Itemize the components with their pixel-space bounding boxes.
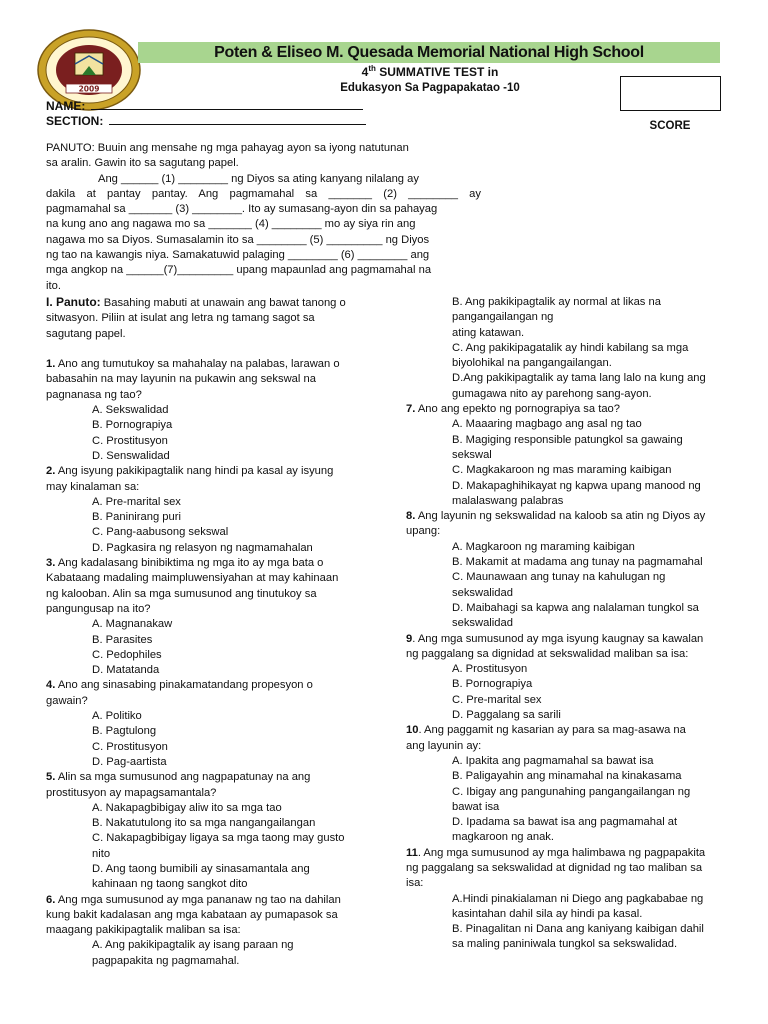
question-text-line: maagang pakikipagtalik maliban sa isa:: [46, 924, 241, 937]
answer-option[interactable]: A. Politiko: [92, 710, 142, 723]
answer-option[interactable]: A. Maaaring magbago ang asal ng tao: [452, 418, 642, 431]
panuto-line: ng tao na kawangis niya. Samakatuwid palaging ________ (6) ________ ang: [46, 249, 430, 262]
answer-option[interactable]: B. Paninirang puri: [92, 511, 181, 524]
question-text-line: may kinalaman sa:: [46, 480, 140, 493]
question-text: Ang kadalasang binibiktima ng mga ito ay mga bata o: [55, 557, 324, 570]
question-text-line: ng paggalang sa sekswalidad at dignidad ng tao maliban sa: [406, 861, 703, 874]
question-stem: [46, 893, 358, 908]
answer-option[interactable]: sekswal: [452, 448, 492, 461]
question-text-line: ng kalooban. Alin sa mga sumusunod ang tinutukoy sa: [46, 587, 317, 600]
answer-option[interactable]: B. Pornograpiya: [92, 419, 173, 432]
question-text-line: isa:: [406, 877, 424, 890]
panuto-line: dakila at pantay pantay. Ang pagmamahal sa _______ (2) ________ ay: [46, 187, 481, 200]
question-text: Ang layunin ng sekswalidad na kaloob sa atin ng Diyos ay: [415, 510, 706, 523]
question-text-line: pangungusap na ito?: [46, 602, 151, 615]
answer-option[interactable]: A. Ipakita ang pagmamahal sa bawat isa: [452, 754, 654, 767]
question-text: . Ang paggamit ng kasarian ay para sa mag-asawa na: [418, 724, 686, 737]
left-column: [46, 295, 358, 969]
answer-option[interactable]: D. Pag-aartista: [92, 755, 167, 768]
answer-option[interactable]: C. Ibigay ang pangunahing pangangailangan ng: [452, 785, 691, 798]
answer-option[interactable]: A.Hindi pinakialaman ni Diego ang pagkababae ng: [452, 892, 704, 905]
answer-option[interactable]: A. Sekswalidad: [92, 404, 169, 417]
question-number: 1.: [46, 358, 56, 371]
question-stem: [46, 678, 358, 693]
left-question-list: [46, 357, 358, 969]
answer-option[interactable]: ating katawan.: [452, 326, 525, 339]
answer-option[interactable]: A. Prostitusyon: [452, 663, 528, 676]
answer-option[interactable]: B. Ang pakikipagtalik ay normal at likas na: [452, 296, 661, 308]
answer-option[interactable]: B. Parasites: [92, 633, 153, 646]
question-number: 2.: [46, 465, 56, 478]
question-text: Alin sa mga sumusunod ang nagpapatunay na ang: [55, 771, 311, 784]
name-field: [46, 98, 363, 113]
question-text: Ano ang tumutukoy sa mahahalay na palabas, larawan o: [55, 358, 340, 371]
panuto-line: PANUTO: Buuin ang mensahe ng mga pahayag ayon sa iyong natutunan: [46, 142, 409, 154]
name-blank[interactable]: [91, 98, 363, 110]
answer-option[interactable]: B. Magiging responsible patungkol sa gawaing: [452, 433, 683, 446]
section-blank[interactable]: [109, 113, 366, 125]
panuto-line: Ang ______ (1) ________ ng Diyos sa ating kanyang nilalang ay: [98, 172, 419, 185]
question-text-line: gawain?: [46, 694, 88, 707]
answer-option[interactable]: kahinaan ng taong sangkot dito: [92, 878, 248, 891]
test-title-text: SUMMATIVE TEST in: [375, 65, 499, 79]
answer-option[interactable]: pagpapakita ng pagmamahal.: [92, 954, 240, 967]
answer-option[interactable]: B. Makamit at madama ang tunay na pagmamahal: [452, 556, 703, 569]
panuto-line: sa aralin. Gawin ito sa sagutang papel.: [46, 157, 239, 170]
answer-option[interactable]: bawat isa: [452, 800, 500, 813]
question-text-line: upang:: [406, 525, 441, 538]
answer-option[interactable]: A. Nakapagbibigay aliw ito sa mga tao: [92, 801, 282, 814]
question-stem: [46, 464, 358, 479]
question-number: 11: [406, 846, 418, 859]
answer-option[interactable]: C. Ang pakikipagatalik ay hindi kabilang sa mga: [452, 341, 689, 354]
answer-option[interactable]: gumagawa nito ay parehong sang-ayon.: [452, 387, 652, 400]
question-number: 6.: [46, 893, 56, 906]
question-text: Ano ang epekto ng pornograpiya sa tao?: [415, 403, 620, 416]
answer-option[interactable]: D.Ang pakikipagtalik ay tama lang lalo na kung ang: [452, 372, 706, 385]
question-stem: [406, 723, 726, 738]
answer-option[interactable]: B. Pornograpiya: [452, 678, 533, 691]
question-text-line: prostitusyon ay mapagsamantala?: [46, 786, 217, 799]
test-ordinal-suffix: th: [368, 64, 376, 73]
answer-option[interactable]: C. Prostitusyon: [92, 434, 168, 447]
answer-option[interactable]: A. Pre-marital sex: [92, 495, 181, 508]
answer-option[interactable]: kasintahan dahil sila ay hindi pa kasal.: [452, 907, 643, 920]
part1-instruction-line: Basahing mabuti at unawain ang bawat tanong o: [100, 297, 346, 309]
score-box[interactable]: [620, 76, 721, 111]
answer-option[interactable]: sekswalidad: [452, 586, 513, 599]
question-text-line: pagnanasa ng tao?: [46, 388, 142, 401]
question-text: . Ang mga sumusunod ay mga isyung kaugnay sa kawalan: [412, 632, 704, 645]
answer-option[interactable]: D. Makapaghihikayat ng kapwa upang manood ng: [452, 479, 701, 492]
question-text: Ang mga sumusunod ay mga pananaw ng tao na dahilan: [55, 893, 341, 906]
panuto-line: na kung ano ang nagawa mo sa _______ (4) ________ mo ay siya rin ang: [46, 218, 416, 231]
answer-option[interactable]: D. Matatanda: [92, 664, 160, 677]
section-field: [46, 113, 366, 128]
answer-option[interactable]: C. Pre-marital sex: [452, 693, 542, 706]
answer-option[interactable]: A. Ang pakikipagtalik ay isang paraan ng: [92, 939, 294, 952]
panuto-line: pagmamahal sa _______ (3) ________. Ito ay sumasang-ayon din sa pahayag: [46, 203, 438, 216]
answer-option[interactable]: B. Paligayahin ang minamahal na kinakasama: [452, 770, 682, 783]
part1-label: I. Panuto:: [46, 295, 101, 309]
question-stem: [406, 509, 726, 524]
question-text: Ang isyung pakikipagtalik nang hindi pa kasal ay isyung: [55, 465, 334, 478]
answer-option[interactable]: B. Pagtulong: [92, 725, 157, 738]
answer-option[interactable]: D. Ipadama sa bawat isa ang pagmamahal at: [452, 816, 678, 829]
answer-option[interactable]: C. Prostitusyon: [92, 740, 168, 753]
answer-option[interactable]: sekswalidad: [452, 617, 513, 630]
answer-option[interactable]: D. Pagkasira ng relasyon ng nagmamahalan: [92, 541, 313, 554]
section-label: SECTION:: [46, 114, 104, 128]
question-stem: [406, 402, 726, 417]
right-column: [406, 295, 726, 953]
answer-option[interactable]: biyolohikal na pangangailangan.: [452, 357, 612, 370]
question-number: 3.: [46, 557, 56, 570]
part1-instruction-line: sitwasyon. Piliin at isulat ang letra ng tamang sagot sa: [46, 312, 315, 325]
score-label: SCORE: [649, 120, 691, 132]
answer-option[interactable]: sa maling paniniwala tungkol sa sekswalidad.: [452, 938, 678, 951]
answer-option[interactable]: D. Ang taong bumibili ay sinasamantala ang: [92, 862, 310, 875]
panuto-line: mga angkop na ______(7)_________ upang mapaunlad ang pagmamahal na: [46, 264, 432, 277]
question-number: 9: [406, 632, 413, 645]
answer-option[interactable]: pangangailangan ng: [452, 311, 554, 324]
svg-text:2009: 2009: [78, 84, 100, 94]
part1-instruction-line: sagutang papel.: [46, 327, 126, 340]
subject-title: Edukasyon Sa Pagpapakatao -10: [340, 82, 520, 94]
answer-option[interactable]: D. Maibahagi sa kapwa ang nalalaman tungkol sa: [452, 601, 699, 614]
answer-option[interactable]: C. Pedophiles: [92, 648, 162, 661]
question-number: 8.: [406, 510, 416, 523]
answer-option[interactable]: D. Senswalidad: [92, 449, 170, 462]
answer-option[interactable]: B. Pinagalitan ni Dana ang kaniyang kaibigan dahil: [452, 923, 704, 936]
spacer: [46, 342, 358, 357]
question-text-line: babasahin na may layunin na pukawin ang sekswal na: [46, 373, 316, 386]
answer-option[interactable]: D. Paggalang sa sarili: [452, 709, 561, 722]
question-text: . Ang mga sumusunod ay mga halimbawa ng pagpapakita: [417, 846, 706, 859]
test-title: [240, 65, 620, 79]
question-number: 10: [406, 724, 419, 737]
test-ordinal: 4: [361, 65, 369, 79]
question-6-continued: [406, 295, 726, 402]
question-text-line: ang layunin ay:: [406, 739, 482, 752]
question-stem: [46, 770, 358, 785]
answer-option[interactable]: A. Magkaroon ng maraming kaibigan: [452, 540, 635, 553]
answer-option[interactable]: magkaroon ng anak.: [452, 831, 554, 844]
part1-instruction: [46, 295, 358, 311]
school-name: Poten & Eliseo M. Quesada Memorial National High School: [214, 44, 644, 61]
question-number: 7.: [406, 403, 416, 416]
answer-option[interactable]: A. Magnanakaw: [92, 618, 173, 631]
panuto-line: nagawa mo sa Diyos. Sumasalamin ito sa ________ (5) _________ ng Diyos: [46, 233, 430, 246]
panuto-line: ito.: [46, 279, 61, 292]
question-text-line: ng paggalang sa dignidad at sekswalidad maliban sa isa:: [406, 647, 689, 660]
question-text: Ano ang sinasabing pinakamatandang propesyon o: [55, 679, 313, 692]
question-number: 5.: [46, 771, 56, 784]
question-stem: [46, 556, 358, 571]
answer-option[interactable]: malalaswang palabras: [452, 494, 564, 507]
question-stem: [406, 846, 726, 861]
answer-option[interactable]: C. Maunawaan ang tunay na kahulugan ng: [452, 571, 666, 584]
question-text-line: kung bakit kadalasan ang mga kabataan ay pumapasok sa: [46, 908, 338, 921]
question-text-line: Kabataang madaling maimpluwensiyahan at may kahinaan: [46, 572, 339, 585]
question-stem: [406, 632, 726, 647]
answer-option[interactable]: C. Nakapagbibigay ligaya sa mga taong may gusto: [92, 832, 345, 845]
answer-option[interactable]: B. Nakatutulong ito sa mga nangangailangan: [92, 817, 316, 830]
question-number: 4.: [46, 679, 56, 692]
answer-option[interactable]: C. Magkakaroon ng mas maraming kaibigan: [452, 464, 672, 477]
answer-option[interactable]: C. Pang-aabusong sekswal: [92, 526, 229, 539]
right-question-list: [406, 402, 726, 953]
name-label: NAME:: [46, 99, 86, 113]
panuto-section: [46, 141, 481, 294]
question-stem: [46, 357, 358, 372]
answer-option[interactable]: nito: [92, 847, 111, 860]
